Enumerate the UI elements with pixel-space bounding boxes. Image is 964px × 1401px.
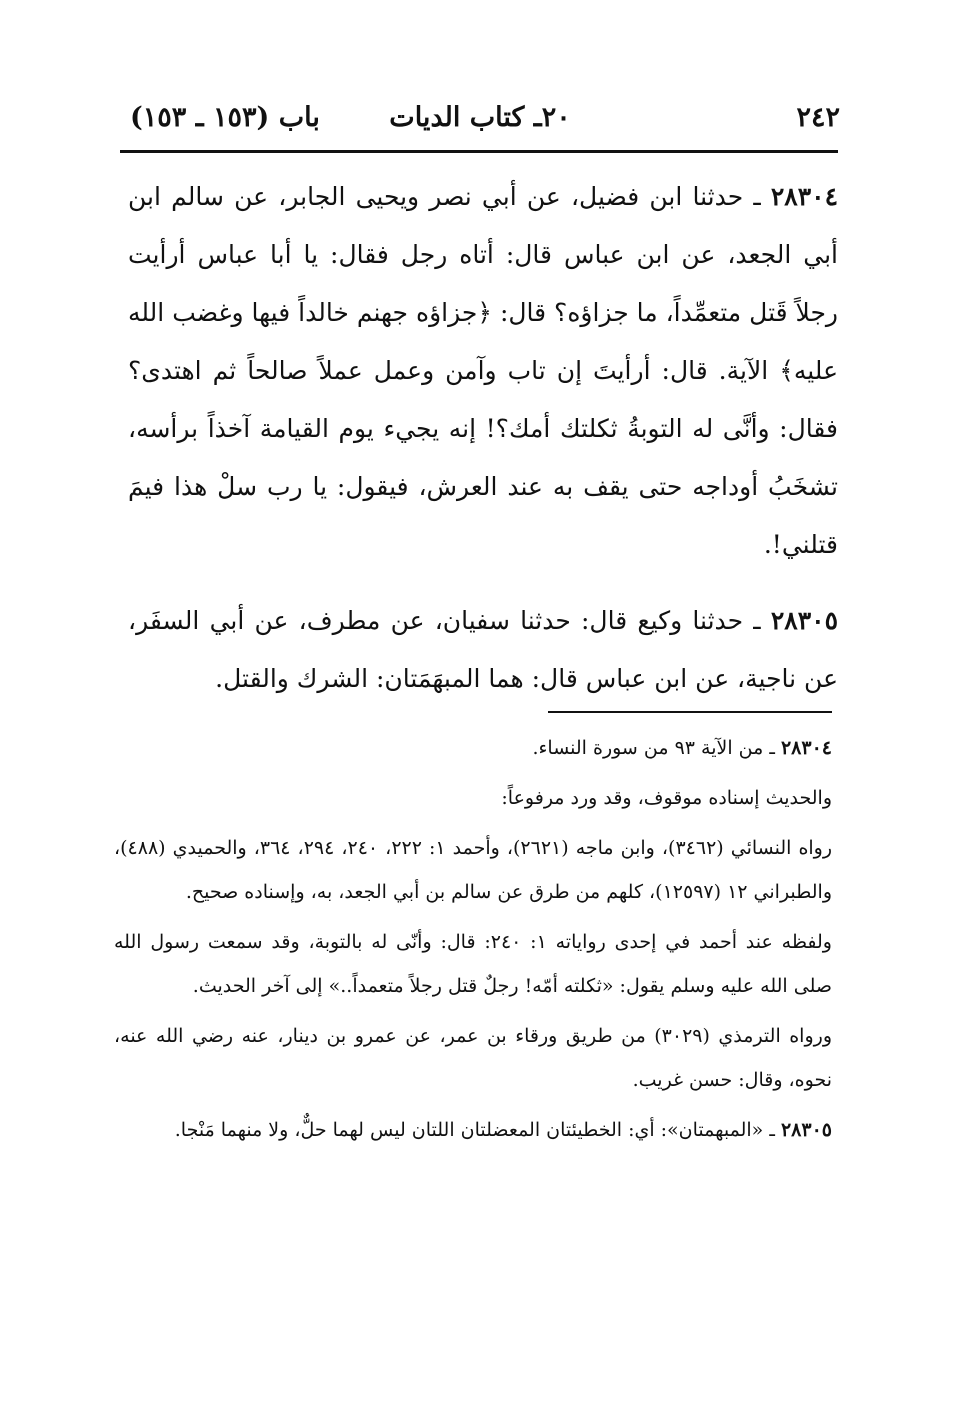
hadith-paragraph: [128, 168, 838, 574]
footnote: [114, 1014, 832, 1102]
main-text: [128, 168, 838, 726]
footnote: [114, 726, 832, 770]
hadith-number: ٢٨٣٠٤: [770, 182, 838, 211]
header-divider: [120, 150, 838, 153]
footnote-text: ولفظه عند أحمد في إحدى رواياته ١: ٢٤٠: قال: وأنّى له بالتوبة، وقد سمعت رسول الله صلى الله عليه وسلم يقول: «ثكلته أمّه! رجلٌ قتل رجلاً متعمداً..» إلى آخر الحديث.: [114, 931, 832, 997]
footnote: [114, 920, 832, 1008]
page-header: [120, 96, 840, 148]
footnote: [114, 776, 832, 820]
hadith-paragraph: [128, 592, 838, 708]
footnote-text: ـ من الآية ٩٣ من سورة النساء.: [532, 737, 775, 759]
footnote-number: ٢٨٣٠٥: [780, 1119, 832, 1141]
footnote-text: والحديث إسناده موقوف، وقد ورد مرفوعاً:: [501, 787, 832, 809]
footnote: [114, 826, 832, 914]
footnote-number: ٢٨٣٠٤: [780, 737, 832, 759]
chapter-reference: باب (١٥٣ ـ ١٥٣): [130, 102, 320, 133]
footnote-text: رواه النسائي (٣٤٦٢)، وابن ماجه (٢٦٢١)، وأحمد ١: ٢٢٢، ٢٤٠، ٢٩٤، ٣٦٤، والحميدي (٤٨٨)، والطبراني ١٢ (١٢٥٩٧)، كلهم من طرق عن سالم بن أبي الجعد، به، وإسناده صحيح.: [114, 837, 833, 903]
footnote-divider: [548, 711, 832, 713]
footnote-text: ورواه الترمذي (٣٠٢٩) من طريق ورقاء بن عمر، عن عمرو بن دينار، عنه رضي الله عنه، نحوه، وقال: حسن غريب.: [114, 1025, 832, 1091]
hadith-text: ـ حدثنا ابن فضيل، عن أبي نصر ويحيى الجابر، عن سالم ابن أبي الجعد، عن ابن عباس قال: أتاه رجل فقال: يا أبا عباس أرأيت رجلاً قَتل متعمِّداً، ما جزاؤه؟ قال: ﴿جزاؤه جهنم خالداً فيها وغضب الله عليه﴾ الآية. قال: أرأيتَ إن تاب وآمن وعمل عملاً صالحاً ثم اهتدى؟ فقال: وأنَّى له التوبةُ ثكلتك أمك؟! إنه يجيء يوم القيامة آخذاً برأسه، تشخَبُ أوداجه حتى يقف به عند العرش، فيقول: يا رب سلْ هذا فيمَ قتلني!.: [128, 182, 838, 559]
hadith-number: ٢٨٣٠٥: [770, 606, 838, 635]
running-title: ٢٠ـ كتاب الديات: [389, 102, 571, 133]
page-number: ٢٤٢: [796, 102, 840, 133]
footnote: [114, 1108, 832, 1152]
footnotes: [114, 726, 832, 1158]
footnote-text: ـ «المبهمتان»: أي: الخطيئتان المعضلتان اللتان ليس لهما حلٌّ، ولا منهما مَنْجا.: [174, 1119, 775, 1141]
hadith-text: ـ حدثنا وكيع قال: حدثنا سفيان، عن مطرف، عن أبي السفَر، عن ناجية، عن ابن عباس قال: هما المبهَمَتان: الشرك والقتل.: [128, 606, 838, 693]
